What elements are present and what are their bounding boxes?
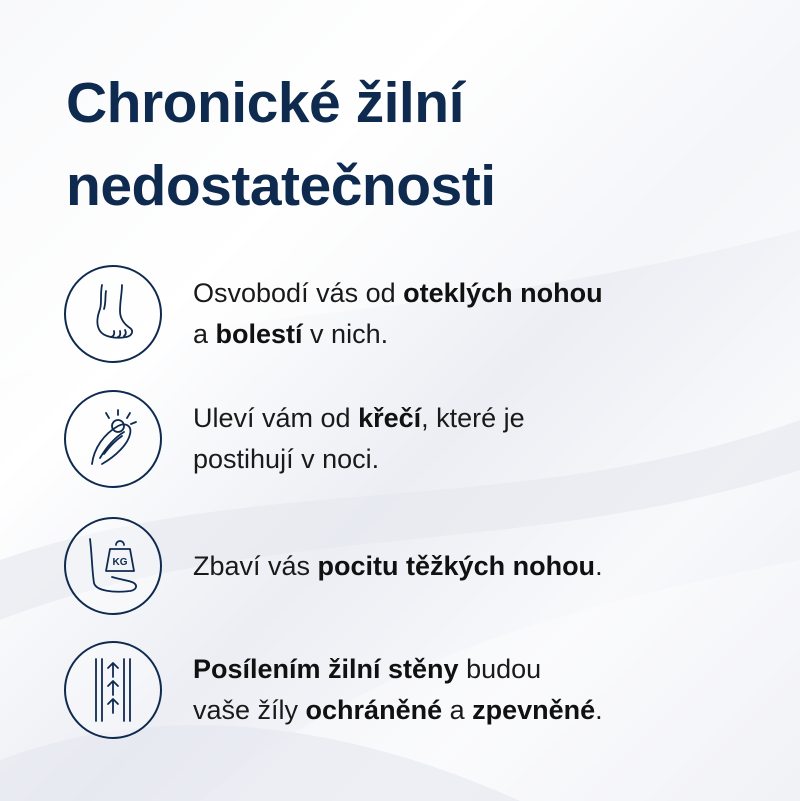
text-segment: Zbaví vás [193,550,318,581]
leg-cramp-icon [64,390,162,488]
benefit-item-swelling [64,265,764,363]
benefit-item-heavy-legs [64,517,764,615]
benefit-item-cramps [64,390,764,488]
benefit-line [193,273,603,314]
benefit-text-heavy-legs [193,546,603,587]
benefit-line [193,439,525,480]
text-segment-bold: křečí [358,403,422,433]
benefit-text-swelling [193,273,603,355]
benefit-line [193,546,603,587]
kg-label: KG [112,557,128,568]
benefit-text-vein-wall [193,649,603,731]
text-segment: . [595,550,603,581]
benefit-text-cramps [193,398,525,480]
text-segment-bold: oteklých nohou [403,278,603,308]
text-segment: a [193,319,216,349]
page-title [66,62,496,228]
text-segment: postihují v noci. [193,444,380,474]
benefit-line [193,398,525,439]
benefit-line [193,314,603,355]
title-line-1: Chronické žilní [66,71,464,135]
text-segment: v nich. [302,319,389,349]
text-segment: Osvobodí vás od [193,278,404,308]
text-segment: vaše žíly [193,695,306,725]
title-line-2: nedostatečnosti [66,154,496,218]
text-segment-bold: zpevněné [472,695,596,725]
benefit-line [193,690,603,731]
text-segment: a [442,695,473,725]
text-segment-bold: ochráněné [305,695,443,725]
vein-wall-arrows-icon [64,641,162,739]
text-segment-bold: Posílením žilní stěny [193,654,459,684]
text-segment: budou [458,654,542,684]
benefit-item-vein-wall [64,641,764,739]
text-segment-bold: bolestí [215,319,303,349]
benefit-line [193,649,603,690]
text-segment: . [595,695,603,725]
text-segment: , které je [421,403,525,433]
text-segment-bold: pocitu těžkých nohou [317,550,596,581]
heavy-legs-kg-icon [64,517,162,615]
swollen-foot-icon [64,265,162,363]
text-segment: Uleví vám od [193,403,359,433]
